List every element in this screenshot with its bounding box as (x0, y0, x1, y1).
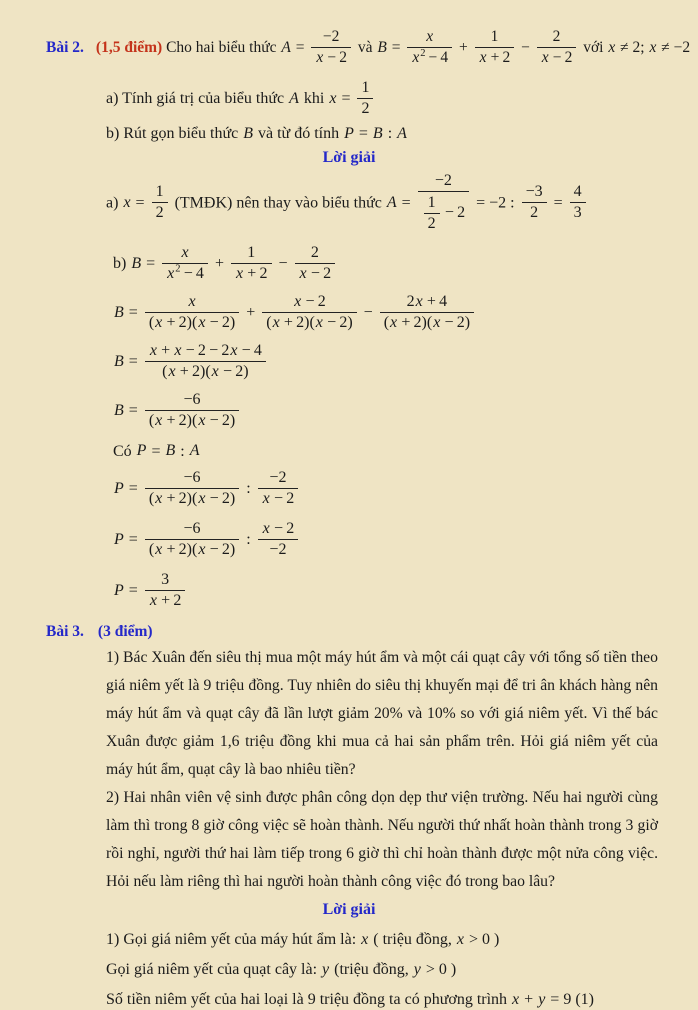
text-run: x (174, 341, 182, 359)
text-run: − 4 (425, 49, 449, 66)
text-run: : (176, 442, 189, 460)
fraction-denominator (145, 361, 266, 382)
text-run: 2 (427, 214, 436, 232)
superscript-exponent: 2 (175, 263, 181, 275)
text-run: −6 (183, 390, 201, 408)
text-run: B (114, 401, 124, 419)
fraction-denominator (145, 590, 186, 611)
solution-b-note (0, 440, 698, 462)
text-run: x (390, 313, 398, 331)
text-run: Có (113, 442, 136, 460)
fraction-denominator (258, 539, 299, 560)
math-fraction (407, 27, 452, 68)
text-run: − 2 (441, 203, 466, 221)
question-b (0, 122, 698, 144)
fraction-numerator (262, 292, 356, 312)
text-run: − 2 (324, 49, 347, 66)
math-fraction (311, 27, 351, 68)
problem-3-header (0, 620, 698, 642)
text-run: = (124, 480, 142, 498)
text-run: : (242, 531, 255, 549)
text-run: − 2 − 2 (182, 341, 230, 359)
text-run: + 2 (244, 264, 268, 282)
text-run: x (155, 411, 163, 429)
solution-3-line-3 (0, 988, 698, 1010)
fraction-numerator (295, 243, 336, 263)
text-run: − 4 (238, 341, 262, 359)
text-run: x (433, 313, 441, 331)
text-run: 1 (361, 79, 370, 96)
fraction-denominator (475, 47, 515, 68)
text-run: 3 (161, 571, 170, 589)
text-run: x (262, 490, 270, 508)
text-run: x (230, 341, 238, 359)
text-run: − 2) (219, 362, 249, 380)
text-run: B (165, 442, 176, 460)
text-run: A (281, 39, 291, 56)
fraction-numerator (258, 519, 299, 539)
text-run: x (155, 313, 163, 331)
text-run: = (397, 194, 415, 212)
colored-text-run: Bài 2. (46, 39, 84, 56)
problem-3-part-2: 2) Hai nhân viên vệ sinh được phân công dọn dẹp thư viện trường. Nếu hai người cùng làm thì trong 8 giờ công việc sẽ hoàn thành. Nếu người thứ nhất hoàn thành trong 3 giờ rồi nghỉ, người thứ hai làm tiếp trong 6 giờ thì chỉ hoàn thành được một nửa công việc. Hỏi nếu làm riêng thì hai người hoàn thành công việc đó trong bao lâu? (106, 789, 658, 891)
math-fraction (537, 27, 577, 68)
text-run: 2 (361, 100, 370, 117)
text-run: 4 (573, 183, 582, 201)
text-run: = 9 (1) (546, 990, 594, 1008)
text-run: 1 (247, 243, 256, 261)
text-run: − 2) (323, 313, 353, 331)
text-run: = (387, 39, 405, 56)
text-run: x (155, 490, 163, 508)
text-run: x (155, 541, 163, 559)
fraction-denominator (295, 263, 336, 284)
text-run: − (274, 254, 292, 272)
solution-a (0, 170, 698, 236)
text-run: và từ đó tính (254, 124, 344, 142)
fraction-numerator (537, 27, 577, 47)
math-fraction (231, 243, 272, 284)
text-run: ≠ −2 (657, 39, 691, 56)
text-run: −6 (183, 520, 201, 538)
text-run: > 0 ) (421, 960, 457, 978)
fraction-numerator (145, 341, 266, 361)
text-run: ( (266, 313, 272, 331)
text-run: + (520, 990, 538, 1008)
fraction-numerator (407, 27, 452, 47)
text-run: 2 (552, 28, 561, 45)
text-run: + 2)( (163, 313, 198, 331)
text-run: 2 (155, 204, 164, 222)
fraction-numerator (570, 182, 586, 202)
math-fraction (258, 519, 299, 560)
math-fraction (258, 468, 299, 509)
text-run: x (316, 49, 324, 66)
text-run: x (512, 990, 520, 1008)
math-fraction (145, 292, 239, 333)
text-run: x (149, 592, 157, 610)
fraction-numerator (145, 292, 239, 312)
text-run: x (479, 49, 487, 66)
colored-text-run: (1,5 điểm) (95, 39, 163, 56)
text-run: = (124, 531, 142, 549)
text-run: x (262, 520, 270, 538)
fraction-denominator (522, 202, 547, 223)
text-run: B (131, 254, 142, 272)
math-fraction (162, 243, 208, 284)
solution-p-step-2 (0, 518, 698, 561)
text-run: A (189, 442, 200, 460)
text-run: y (538, 990, 546, 1008)
text-run: −3 (525, 183, 543, 201)
math-fraction (145, 519, 239, 560)
text-run: x (329, 90, 337, 107)
text-run: + 2)( (163, 411, 198, 429)
text-run: −2 (269, 469, 287, 487)
text-run: x (272, 313, 280, 331)
text-run: ( (148, 490, 155, 508)
fraction-denominator (537, 47, 577, 68)
fraction-numerator (475, 27, 515, 47)
text-run: b) Rút gọn biểu thức (106, 124, 243, 142)
math-fraction (262, 292, 356, 333)
math-fraction (380, 292, 474, 333)
text-run: − (517, 39, 534, 56)
text-run: : (383, 124, 397, 142)
fraction-numerator (380, 292, 474, 312)
fraction-numerator (145, 570, 186, 590)
text-run: −6 (183, 469, 201, 487)
text-run: P (136, 442, 147, 460)
colored-text-run: Lời giải (322, 148, 376, 166)
text-run: 2 (530, 204, 539, 222)
fraction-denominator (311, 47, 351, 68)
fraction-numerator (231, 243, 272, 263)
text-run: ≠ 2; (616, 39, 649, 56)
math-fraction (522, 182, 547, 223)
solution-3-line-1 (0, 928, 698, 950)
fraction-numerator (418, 171, 469, 191)
text-run: = (131, 194, 149, 212)
text-run: x (198, 541, 206, 559)
fraction-denominator (407, 47, 452, 68)
text-run: 2 (406, 292, 415, 310)
text-run: (TMĐK) nên thay vào biểu thức (170, 194, 386, 212)
text-run: = (124, 582, 142, 600)
fraction-denominator (258, 488, 299, 509)
text-run: − (359, 303, 377, 321)
math-fraction (145, 570, 186, 611)
text-run: −2 (322, 28, 340, 45)
text-run: 1 (155, 183, 164, 201)
text-run: x (198, 411, 206, 429)
text-run: + (157, 341, 174, 359)
text-run: x (235, 264, 244, 282)
text-run: − 2) (206, 490, 236, 508)
fraction-numerator (424, 193, 440, 213)
fraction-numerator (357, 78, 373, 98)
text-run: + 2)( (163, 541, 198, 559)
text-run: x (181, 243, 189, 261)
text-run: ( (148, 313, 155, 331)
text-run: = (354, 124, 372, 142)
text-run: 3 (573, 204, 582, 222)
text-run: B (114, 303, 124, 321)
text-run: + 2)( (398, 313, 433, 331)
text-run: x (426, 28, 434, 45)
text-run: x (198, 313, 206, 331)
fraction-numerator (311, 27, 351, 47)
text-run: A (397, 124, 407, 142)
fraction-denominator (145, 539, 239, 560)
text-run: = (124, 352, 142, 370)
text-run: ( (148, 541, 155, 559)
text-run: (triệu đồng, (330, 960, 413, 978)
problem-2-header (0, 26, 698, 69)
text-run: Số tiền niêm yết của hai loại là 9 triệu đồng ta có phương trình (106, 990, 512, 1008)
superscript-exponent: 2 (420, 47, 426, 59)
text-run: + 4 (423, 292, 448, 310)
text-run: > 0 ) (465, 931, 500, 949)
text-run: B (372, 124, 383, 142)
text-run: P (344, 124, 354, 142)
text-run: − 2 (549, 49, 573, 66)
fraction-denominator (418, 191, 469, 235)
question-a (0, 77, 698, 120)
solution-b-step-2 (0, 291, 698, 334)
text-run: 2 (310, 243, 319, 261)
text-run: B (114, 352, 124, 370)
text-run: = (291, 39, 309, 56)
fraction-denominator (145, 488, 239, 509)
math-fraction (145, 468, 239, 509)
math-fraction (357, 78, 373, 119)
solution-b-step-3 (0, 340, 698, 383)
text-run: Cho hai biểu thức (162, 39, 281, 56)
text-run: x (315, 313, 323, 331)
solution-p-result (0, 569, 698, 612)
colored-text-run: (3 điểm) (97, 623, 153, 641)
text-run: −2 (434, 171, 452, 189)
text-run: Gọi giá niêm yết của quạt cây là: (106, 960, 322, 978)
text-run: − 2) (206, 411, 236, 429)
colored-text-run: Lời giải (322, 901, 376, 919)
problem-3-part-1: 1) Bác Xuân đến siêu thị mua một máy hút ẩm và một cái quạt cây với tổng số tiền theo giá niêm yết là 9 triệu đồng. Tuy nhiên do siêu thị khuyến mại để tri ân khách hàng nên máy hút ẩm và quạt cây đã lần lượt giảm 20% và 10% so với giá niêm yết. Vì thế bác Xuân được giảm 1,6 triệu đồng khi mua cả hai sản phẩm trên. Hỏi giá niêm yết của máy hút ẩm, quạt cây là bao nhiêu tiền? (106, 649, 658, 779)
text-run: P (114, 582, 124, 600)
solution-heading-1 (0, 146, 698, 168)
text-run: − 2 (307, 264, 332, 282)
solution-heading-2 (0, 898, 698, 920)
text-run: x (167, 264, 175, 282)
text-run: −2 (269, 541, 287, 559)
text-run: y (322, 960, 330, 978)
text-run: = (147, 442, 165, 460)
math-fraction (570, 182, 586, 223)
math-fraction (418, 171, 469, 235)
text-run: + 2)( (176, 362, 211, 380)
fraction-denominator (145, 410, 239, 431)
text-run: A (289, 90, 299, 107)
text-run: ( triệu đồng, (369, 931, 456, 949)
text-run: A (386, 194, 397, 212)
text-run: = (549, 194, 567, 212)
fraction-denominator (380, 312, 474, 333)
text-run: = −2 : (472, 194, 519, 212)
text-run: khi (299, 90, 329, 107)
text-run: b) (113, 254, 131, 272)
fraction-numerator (162, 243, 208, 263)
fraction-denominator (145, 312, 239, 333)
text-run: x (188, 292, 196, 310)
text-run: 1 (427, 193, 436, 211)
text-run: a) Tính giá trị của biểu thức (106, 90, 289, 107)
text-run: x (168, 362, 176, 380)
fraction-denominator (357, 98, 373, 119)
fraction-denominator (152, 202, 168, 223)
text-run: − 2 (302, 292, 326, 310)
solution-b-step-4 (0, 389, 698, 432)
fraction-numerator (258, 468, 299, 488)
text-run: x (541, 49, 549, 66)
fraction-numerator (145, 468, 239, 488)
text-run: x (299, 264, 307, 282)
math-fraction (152, 182, 168, 223)
solution-p-step-1 (0, 467, 698, 510)
text-run: x (294, 292, 302, 310)
text-run: + (210, 254, 228, 272)
text-run: x (123, 194, 131, 212)
text-run: = (142, 254, 160, 272)
fraction-numerator (522, 182, 547, 202)
text-run: − 2) (206, 313, 236, 331)
text-run: B (243, 124, 253, 142)
text-run: a) (106, 194, 123, 212)
text-run: − 2) (441, 313, 471, 331)
text-run: P (114, 480, 124, 498)
text-run: x (198, 490, 206, 508)
text-run: + 2 (157, 592, 182, 610)
solution-3-line-2 (0, 958, 698, 980)
math-fraction (145, 390, 239, 431)
math-fraction (145, 341, 266, 382)
text-run: x (415, 292, 423, 310)
solution-b-step-1 (0, 242, 698, 285)
text-run: và (353, 39, 377, 56)
text-run: P (114, 531, 124, 549)
text-run: − 2 (270, 490, 295, 508)
text-run: + 2)( (163, 490, 198, 508)
text-run: ( (162, 362, 168, 380)
text-run: − 2) (206, 541, 236, 559)
text-run: + 2 (487, 49, 511, 66)
math-fraction (475, 27, 515, 68)
fraction-denominator (231, 263, 272, 284)
text-run: − 4 (180, 264, 204, 282)
fraction-denominator (570, 202, 586, 223)
text-run: − 2 (270, 520, 295, 538)
text-run: x (608, 39, 616, 56)
text-run: : (242, 480, 255, 498)
text-run: x (211, 362, 219, 380)
fraction-denominator (162, 263, 208, 284)
text-run: = (124, 303, 142, 321)
colored-text-run: Bài 3. (46, 623, 84, 641)
text-run: ( (383, 313, 390, 331)
fraction-numerator (145, 519, 239, 539)
text-run: + (455, 39, 472, 56)
text-run: B (377, 39, 387, 56)
text-run: ( (148, 411, 155, 429)
text-run: với (579, 39, 608, 56)
text-run: + 2)( (280, 313, 315, 331)
text-run: x (361, 931, 369, 949)
text-run: + (242, 303, 260, 321)
text-run: x (149, 341, 157, 359)
text-run: = (124, 401, 142, 419)
text-run: 1) Gọi giá niêm yết của máy hút ẩm là: (106, 931, 361, 949)
text-run: = (337, 90, 355, 107)
text-run: y (413, 960, 421, 978)
fraction-denominator (424, 213, 440, 234)
fraction-numerator (152, 182, 168, 202)
text-run: x (456, 931, 465, 949)
text-run: x (412, 49, 420, 66)
fraction-denominator (262, 312, 356, 333)
math-fraction (424, 193, 440, 234)
text-run: 1 (490, 28, 499, 45)
fraction-numerator (145, 390, 239, 410)
math-fraction (295, 243, 336, 284)
text-run: x (649, 39, 657, 56)
